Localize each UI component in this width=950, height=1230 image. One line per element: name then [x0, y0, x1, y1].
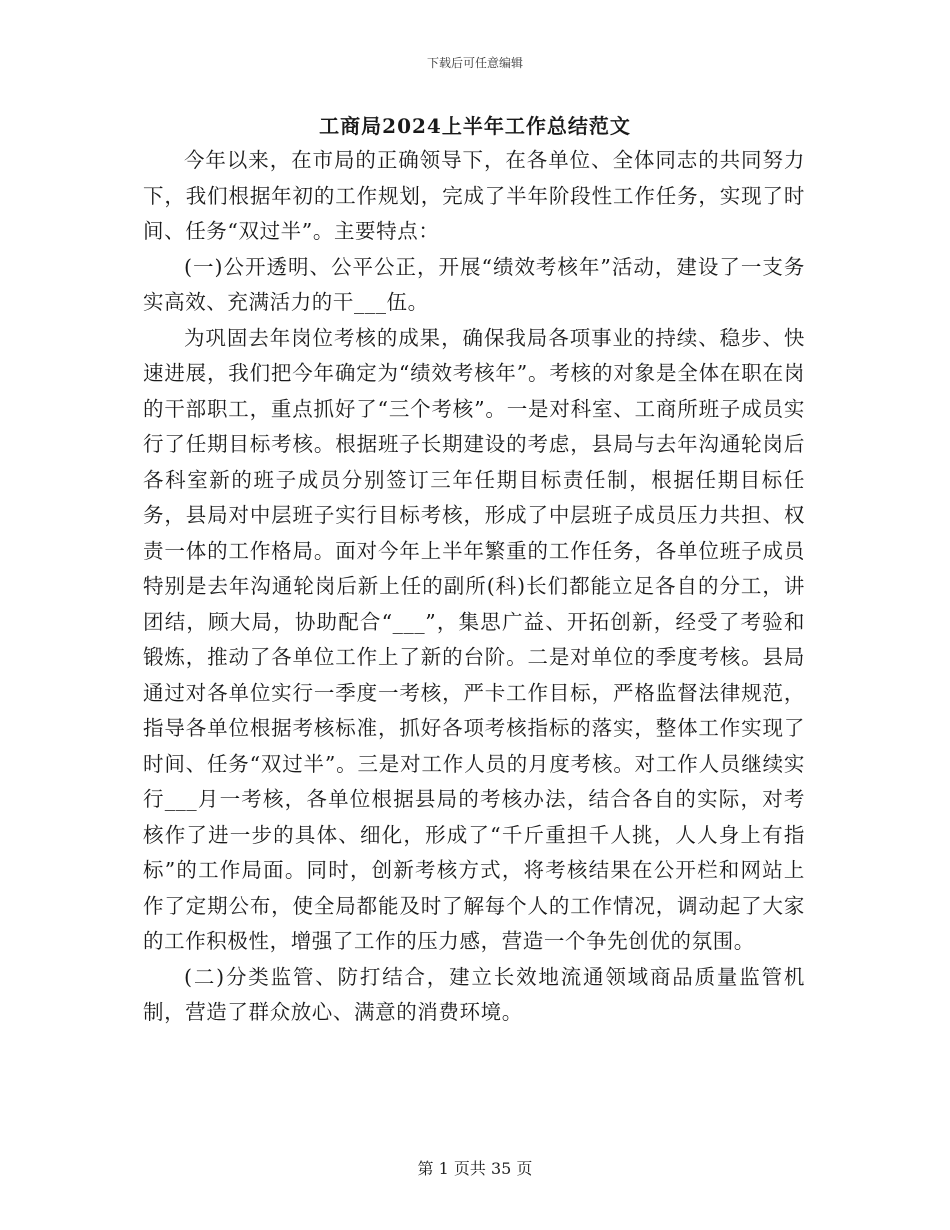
- document-body: [143, 143, 805, 1031]
- paragraph-section-1-body: 为巩固去年岗位考核的成果，确保我局各项事业的持续、稳步、快速进展，我们把今年确定为“绩效考核年”。考核的对象是全体在职在岗的干部职工，重点抓好了“三个考核”。一是对科室、工商所班子成员实行了任期目标考核。根据班子长期建设的考虑，县局与去年沟通轮岗后各科室新的班子成员分别签订三年任期目标责任制，根据任期目标任务，县局对中层班子实行目标考核，形成了中层班子成员压力共担、权责一体的工作格局。面对今年上半年繁重的工作任务，各单位班子成员特别是去年沟通轮岗后新上任的副所(科)长们都能立足各自的分工，讲团结，顾大局，协助配合“___”，集思广益、开拓创新，经受了考验和锻炼，推动了各单位工作上了新的台阶。二是对单位的季度考核。县局通过对各单位实行一季度一考核，严卡工作目标，严格监督法律规范，指导各单位根据考核标准，抓好各项考核指标的落实，整体工作实现了时间、任务“双过半”。三是对工作人员的月度考核。对工作人员继续实行___月一考核，各单位根据县局的考核办法，结合各自的实际，对考核作了进一步的具体、细化，形成了“千斤重担千人挑，人人身上有指标”的工作局面。同时，创新考核方式，将考核结果在公开栏和网站上作了定期公布，使全局都能及时了解每个人的工作情况，调动起了大家的工作积极性，增强了工作的压力感，营造一个争先创优的氛围。: [143, 325, 805, 953]
- page-number: 第 1 页共 35 页: [417, 1159, 533, 1178]
- paragraph-section-1-heading: (一)公开透明、公平公正，开展“绩效考核年”活动，建设了一支务实高效、充满活力的干___伍。: [143, 254, 805, 314]
- paragraph-intro: 今年以来，在市局的正确领导下，在各单位、全体同志的共同努力下，我们根据年初的工作规划，完成了半年阶段性工作任务，实现了时间、任务“双过半”。主要特点：: [143, 148, 805, 243]
- page-header-note: 下载后可任意编辑: [426, 56, 523, 70]
- paragraph-section-2-heading: (二)分类监管、防打结合，建立长效地流通领域商品质量监管机制，营造了群众放心、满意的消费环境。: [143, 964, 805, 1024]
- document-title: 工商局2024上半年工作总结范文: [319, 114, 631, 138]
